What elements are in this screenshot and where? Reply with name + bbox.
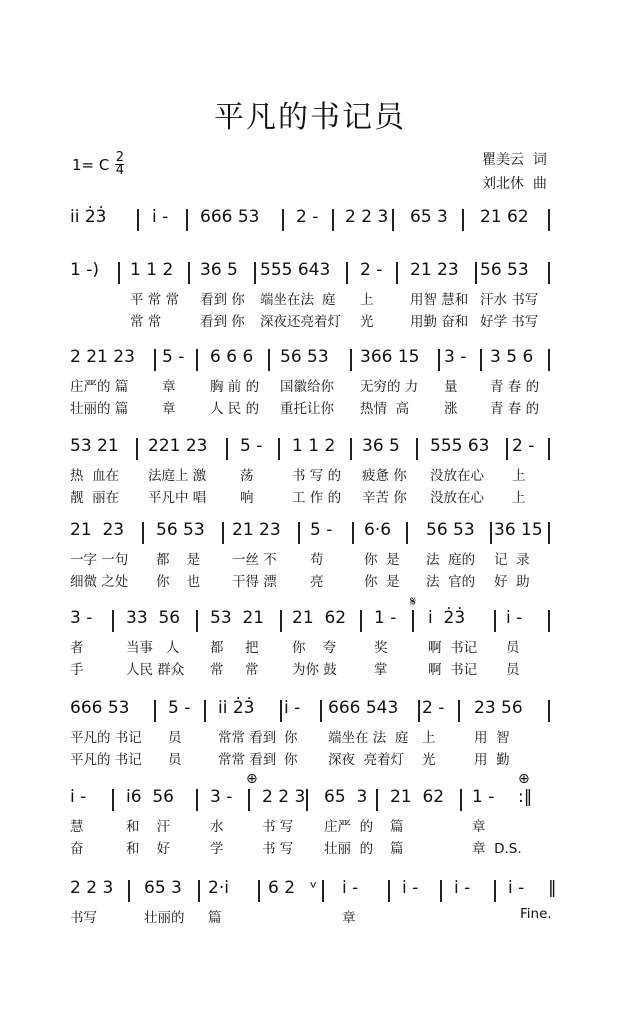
note-group: 21 62 [480, 207, 529, 227]
barline [418, 700, 420, 722]
lyric-text: 书写 [70, 910, 97, 926]
barline [204, 700, 206, 722]
lyric-line-1 [70, 464, 555, 486]
note-group: 2 2 3 [70, 878, 114, 898]
lyric-line-2 [70, 486, 555, 508]
barline [248, 789, 250, 811]
notation-line [70, 594, 555, 636]
lyric-text: 你 是 [364, 574, 400, 590]
note-group: 2 2 3 [345, 207, 389, 227]
barline [490, 522, 492, 544]
barline [438, 349, 440, 371]
lyric-text: 篇 [390, 819, 404, 835]
note-group: 1 - [374, 608, 397, 628]
segno-icon: 𝄋 [410, 594, 417, 610]
lyric-text: 章 [162, 379, 176, 395]
note-group: i̇ - [284, 698, 301, 718]
note-group: 666 53 [200, 207, 260, 227]
note-group: 21 23 [70, 520, 125, 540]
time-signature [115, 152, 124, 177]
lyric-text: 书 写 [262, 841, 294, 857]
note-group: i̇ - [402, 878, 419, 898]
barline [406, 522, 408, 544]
note-group: 21 23 [232, 520, 281, 540]
note-group: 3 - [210, 787, 233, 807]
note-group: i̇ - [454, 878, 471, 898]
barline [548, 349, 550, 371]
barline [154, 349, 156, 371]
barline [548, 438, 550, 460]
barline [392, 209, 394, 231]
barline [548, 209, 550, 231]
note-group: 3 - [444, 347, 467, 367]
notation-line [70, 698, 555, 726]
note-group: 6 2 [268, 878, 296, 898]
key-label: 1= C [72, 155, 110, 174]
lyric-line-1 [70, 375, 555, 397]
barline [350, 349, 352, 371]
barline [396, 262, 398, 284]
note-group: 21 62 [292, 608, 347, 628]
lyric-text: 深夜还亮着灯 [260, 314, 341, 330]
barline [506, 438, 508, 460]
notation-line [70, 520, 555, 548]
lyric-line-1 [70, 815, 555, 837]
lyric-text: 和 好 [126, 841, 171, 857]
note-group: 5 - [168, 698, 191, 718]
lyric-text: 一字 一句 [70, 552, 129, 568]
lyric-text: 看到 你 [200, 292, 245, 308]
coda-icon: ⊕ [246, 771, 258, 787]
lyric-text: 常常 看到 [218, 730, 277, 746]
lyric-line-2 [70, 748, 555, 770]
key-signature [72, 152, 124, 177]
barline [376, 789, 378, 811]
lyric-text: 书 写 [262, 819, 294, 835]
lyric-text: 端坐在法 [260, 292, 314, 308]
lyric-text: 好 助 [494, 574, 530, 590]
note-group: ‖ [548, 878, 557, 898]
note-group: 53 21 [70, 436, 119, 456]
lyric-text: 用勤 奋和 [410, 314, 469, 330]
lyric-line-2 [70, 310, 555, 332]
lyric-text: 章 [342, 910, 356, 926]
barline [226, 438, 228, 460]
note-group: :‖ [518, 787, 533, 807]
note-group: i̇ - [342, 878, 359, 898]
lyric-text: 奋 [70, 841, 84, 857]
lyric-text: 荡 [240, 468, 254, 484]
lyric-text: 上 [512, 468, 526, 484]
barline [188, 262, 190, 284]
barline [196, 610, 198, 632]
note-group: i̇i̇ 2̇3̇ [70, 207, 107, 227]
lyric-text: 法庭上 激 [148, 468, 207, 484]
lyric-text: 国徽给你 [280, 379, 334, 395]
score-system [70, 594, 555, 680]
note-group: 3 5 6 [490, 347, 534, 367]
note-group: 6 6 6 [210, 347, 254, 367]
barline [475, 262, 477, 284]
lyric-line-2 [70, 658, 555, 680]
barline [280, 610, 282, 632]
lyric-text: 平凡中 唱 [148, 490, 207, 506]
barline [154, 700, 156, 722]
barline [268, 349, 270, 371]
barline [458, 700, 460, 722]
lyric-text: 端坐在 法 庭 [328, 730, 409, 746]
note-group: 2 - [422, 698, 445, 718]
barline [186, 209, 188, 231]
barline [322, 880, 324, 902]
lyric-text: 你 [284, 730, 298, 746]
lyric-text: 章 [162, 401, 176, 417]
lyric-text: 和 汗 [126, 819, 171, 835]
note-group: 2 2 3 [262, 787, 306, 807]
lyric-text: 啊 书记 [428, 640, 478, 656]
note-group: i̇ - [508, 878, 525, 898]
lyric-text: 常 常 [130, 314, 162, 330]
score-system [70, 698, 555, 770]
note-group: i̇ - [70, 787, 87, 807]
lyric-text: 细微 之处 [70, 574, 129, 590]
lyric-text: 辛苦 你 [362, 490, 407, 506]
barline [278, 438, 280, 460]
note-group: 555 643 [260, 260, 331, 280]
notation-line [70, 347, 555, 375]
note-group: i̇ - [152, 207, 169, 227]
barline [222, 522, 224, 544]
barline [460, 789, 462, 811]
note-group: 1 1 2 [130, 260, 174, 280]
lyric-text: 者 [70, 640, 84, 656]
lyric-text: 上 [360, 292, 374, 308]
note-group: 56 53 [156, 520, 205, 540]
note-group: 65 3 [144, 878, 182, 898]
credits [482, 148, 547, 196]
notation-line [70, 260, 555, 288]
barline [112, 789, 114, 811]
note-group: 65 3 [324, 787, 368, 807]
note-group: 33 56 [126, 608, 181, 628]
note-group: 555 63 [430, 436, 490, 456]
score-system [70, 771, 555, 859]
lyric-text: Fine. [520, 906, 552, 922]
lyric-text: 壮丽的 篇 [70, 401, 129, 417]
time-signature-bottom: 4 [115, 163, 124, 178]
lyric-text: 用 智 [474, 730, 510, 746]
barline [548, 262, 550, 284]
note-group: 666 543 [328, 698, 399, 718]
barline [388, 880, 390, 902]
lyric-text: 都 把 [210, 640, 259, 656]
barline [320, 700, 322, 722]
note-group: 5 - [240, 436, 263, 456]
lyric-text: 汗水 书写 [480, 292, 539, 308]
barline [548, 522, 550, 544]
lyric-text: 好学 书写 [480, 314, 539, 330]
lyric-text: 掌 [374, 662, 388, 678]
lyric-text: 重托让你 [280, 401, 334, 417]
note-group: 1 - [472, 787, 495, 807]
lyric-text: 啊 书记 [428, 662, 478, 678]
lyric-text: 苟 [310, 552, 324, 568]
lyric-text: 慧 [70, 819, 84, 835]
note-group: 56 53 [426, 520, 475, 540]
lyric-line-1 [70, 288, 555, 310]
notation-line [70, 436, 555, 464]
lyric-text: 无穷的 力 [360, 379, 419, 395]
note-group: 2·i̇ [208, 878, 229, 898]
lyric-text: 平 常 常 [130, 292, 180, 308]
note-group: 666 53 [70, 698, 130, 718]
barline [258, 880, 260, 902]
barline [254, 262, 256, 284]
barline [350, 438, 352, 460]
lyric-text: 用 勤 [474, 752, 510, 768]
lyric-text: 深夜 亮着灯 [328, 752, 405, 768]
note-group: 2 - [512, 436, 535, 456]
lyric-text: 靓 丽在 [70, 490, 120, 506]
coda-icon: ⊕ [518, 771, 530, 787]
barline [494, 610, 496, 632]
note-group: i̇6 56 [126, 787, 174, 807]
lyric-text: 没放在心 [430, 490, 484, 506]
barline [548, 610, 550, 632]
barline [118, 262, 120, 284]
note-group: i̇ - [506, 608, 523, 628]
barline [440, 880, 442, 902]
barline [298, 522, 300, 544]
score-system [70, 347, 555, 419]
barline [494, 880, 496, 902]
barline [480, 349, 482, 371]
note-group: 2 21 23 [70, 347, 135, 367]
note-group: 5 - [162, 347, 185, 367]
score-system [70, 520, 555, 592]
barline [196, 789, 198, 811]
lyric-text: 书 写 的 [292, 468, 342, 484]
barline [112, 610, 114, 632]
note-group: 21 62 [390, 787, 445, 807]
lyric-text: 人民 群众 [126, 662, 185, 678]
lyric-text: 光 [422, 752, 436, 768]
score-system [70, 260, 555, 332]
lyric-text: 你 也 [156, 574, 201, 590]
note-group: 1 -) [70, 260, 99, 280]
composer-credit: 刘北休 曲 [482, 176, 547, 192]
note-group: 2 - [360, 260, 383, 280]
lyric-text: 法 官的 [426, 574, 476, 590]
barline [412, 610, 414, 632]
lyric-line-1 [70, 548, 555, 570]
lyric-text: 平凡的 书记 [70, 752, 142, 768]
barline [282, 209, 284, 231]
lyric-text: 热 血在 [70, 468, 120, 484]
lyric-text: 光 [360, 314, 374, 330]
barline [137, 209, 139, 231]
note-group: 36 15 [494, 520, 543, 540]
lyric-text: 常常 看到 [218, 752, 277, 768]
lyric-text: 胸 前 的 [210, 379, 260, 395]
lyric-text: 你 夸 [292, 640, 337, 656]
note-group: 3 - [70, 608, 93, 628]
note-group: 36 5 [200, 260, 238, 280]
score-system [70, 878, 555, 928]
barline [360, 610, 362, 632]
note-group: 5 - [310, 520, 333, 540]
lyric-text: 没放在心 [430, 468, 484, 484]
note-group: 221 23 [148, 436, 208, 456]
score-system [70, 207, 555, 235]
lyric-line-1 [70, 636, 555, 658]
lyric-text: 量 [444, 379, 458, 395]
lyric-text: 员 [506, 640, 520, 656]
note-group: 2 - [296, 207, 319, 227]
barline [136, 438, 138, 460]
note-group: 65 3 [410, 207, 448, 227]
lyric-text: 记 录 [494, 552, 530, 568]
notation-line [70, 878, 555, 906]
note-group: 6·6 [364, 520, 392, 540]
lyric-text: 平凡的 书记 [70, 730, 142, 746]
lyric-text: 篇 [208, 910, 222, 926]
lyric-text: 工 作 的 [292, 490, 342, 506]
barline [416, 438, 418, 460]
lyric-line-2 [70, 837, 555, 859]
barline [548, 700, 550, 722]
barline [198, 880, 200, 902]
barline [306, 789, 308, 811]
lyric-text: 青 春 的 [490, 401, 540, 417]
lyric-text: 壮丽的 [144, 910, 185, 926]
lyric-text: 人 民 的 [210, 401, 260, 417]
notation-line [70, 771, 555, 815]
song-title: 平凡的书记员 [214, 100, 406, 135]
lyric-text: 员 [168, 752, 182, 768]
note-group: 56 53 [480, 260, 529, 280]
lyric-text: 为你 鼓 [292, 662, 337, 678]
lyric-text: 当事 人 [126, 640, 180, 656]
barline [280, 700, 282, 722]
lyric-text: 常 常 [210, 662, 259, 678]
lyric-text: 热情 高 [360, 401, 410, 417]
note-group: 23 56 [474, 698, 523, 718]
lyric-line-2 [70, 570, 555, 592]
barline [346, 262, 348, 284]
barline [128, 880, 130, 902]
lyric-text: 响 [240, 490, 254, 506]
lyric-text: 都 是 [156, 552, 201, 568]
lyric-line-1 [70, 906, 555, 928]
lyric-text: 上 [422, 730, 436, 746]
note-group: i̇i̇ 2̇3̇ [218, 698, 255, 718]
note-group: ᵛ [310, 878, 318, 898]
lyric-text: 你 是 [364, 552, 400, 568]
notation-line [70, 207, 555, 235]
barline [332, 209, 334, 231]
lyric-text: 疲惫 你 [362, 468, 407, 484]
barline [462, 209, 464, 231]
lyric-text: 法 庭的 [426, 552, 476, 568]
lyricist-credit: 瞿美云 词 [482, 152, 547, 168]
note-group: 366 15 [360, 347, 420, 367]
lyric-text: 庄严的 篇 [70, 379, 129, 395]
lyric-text: 上 [512, 490, 526, 506]
lyric-line-1 [70, 726, 555, 748]
lyric-text: 干得 漂 [232, 574, 277, 590]
time-signature-top: 2 [115, 150, 124, 165]
note-group: 36 5 [362, 436, 400, 456]
lyric-text: 庄严 的 [324, 819, 374, 835]
lyric-text: 章 [472, 819, 486, 835]
note-group: i̇ 2̇3̇ [428, 608, 466, 628]
lyric-text: 青 春 的 [490, 379, 540, 395]
lyric-text: 学 [210, 841, 224, 857]
lyric-text: 员 [168, 730, 182, 746]
lyric-text: 你 [284, 752, 298, 768]
barline [352, 522, 354, 544]
lyric-text: 看到 你 [200, 314, 245, 330]
note-group: 56 53 [280, 347, 329, 367]
lyric-text: 一丝 不 [232, 552, 277, 568]
lyric-text: 亮 [310, 574, 324, 590]
lyric-text: 奖 [374, 640, 388, 656]
lyric-text: 手 [70, 662, 84, 678]
lyric-text: 涨 [444, 401, 458, 417]
lyric-line-2 [70, 397, 555, 419]
barline [142, 522, 144, 544]
note-group: 21 23 [410, 260, 459, 280]
note-group: 1 1 2 [292, 436, 336, 456]
note-group: 53 21 [210, 608, 265, 628]
lyric-text: 庭 [322, 292, 336, 308]
lyric-text: 篇 [390, 841, 404, 857]
score-system [70, 436, 555, 508]
lyric-text: 水 [210, 819, 224, 835]
lyric-text: 壮丽 的 [324, 841, 374, 857]
barline [196, 349, 198, 371]
lyric-text: 章 D.S. [472, 841, 522, 857]
lyric-text: 员 [506, 662, 520, 678]
lyric-text: 用智 慧和 [410, 292, 469, 308]
